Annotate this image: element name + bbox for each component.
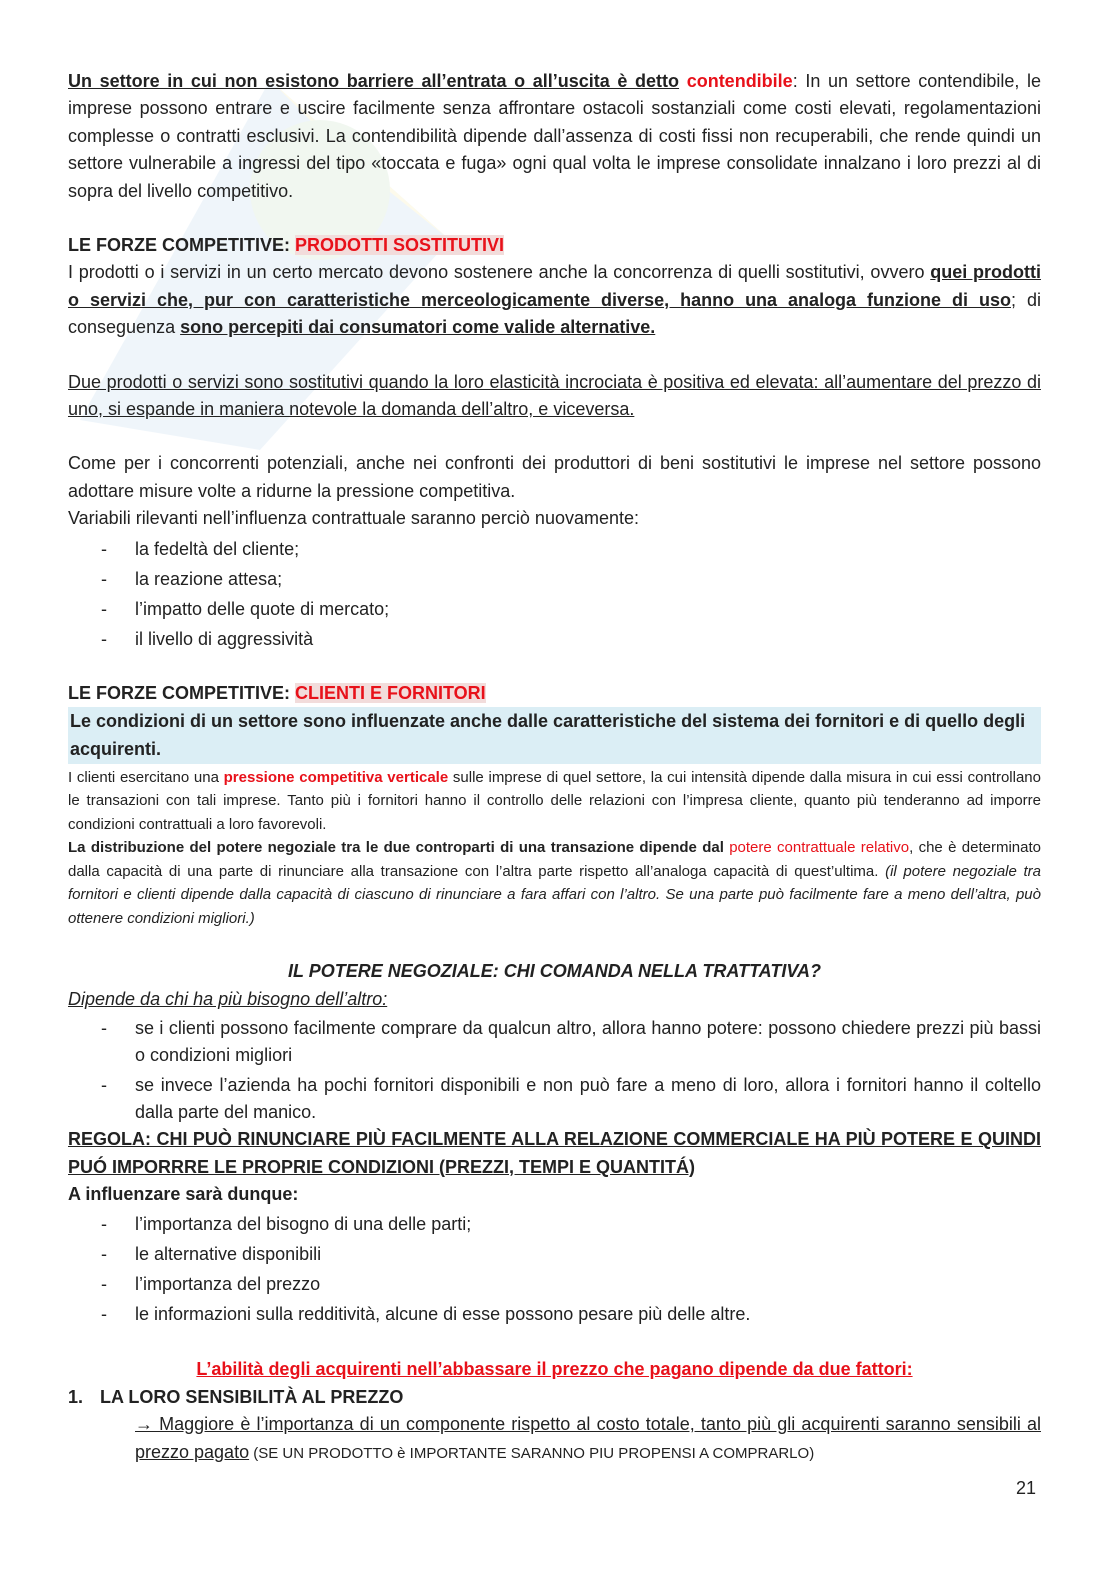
list-item-text: la reazione attesa; <box>135 568 283 589</box>
heading-abilita-acquirenti: L’abilità degli acquirenti nell’abbassare il prezzo che pagano dipende da due fattori: <box>196 1359 913 1380</box>
paragraph-contendibile <box>68 68 1041 205</box>
pressione-text-a: I clienti esercitano una <box>68 768 224 786</box>
list-item-text: le alternative disponibili <box>135 1244 322 1265</box>
list-item-text: l’importanza del prezzo <box>135 1274 321 1295</box>
sensibilita-note: (SE UN PRODOTTO è IMPORTANTE SARANNO PIU PROPENSI A COMPRARLO) <box>249 1444 815 1462</box>
sostitutivi-perceived: sono percepiti dai consumatori come valide alternative. <box>180 317 656 338</box>
potere-term: potere contrattuale relativo <box>729 839 910 857</box>
list-item-text: se i clienti possono facilmente comprare da qualcun altro, allora hanno potere: possono chiedere prezzi più bassi o condizioni migliori <box>135 1018 1041 1066</box>
paragraph-variabili: Variabili rilevanti nell’influenza contrattuale saranno perciò nuovamente: <box>68 508 639 529</box>
contendibile-rest: : In un settore contendibile, le imprese possono entrare e uscire facilmente senza affrontare ostacoli sostanziali come costi elevati, regolamentazioni complesse o contratti esclusivi. La contendibilità dipende dall’assenza di costi fissi non recuperabili, che rende quindi un settore vulnerabile a ingressi del tipo «toccata e fuga» ogni qual volta le imprese consolidate innalzano i loro prezzi al di sopra del livello competitivo. <box>68 71 1041 201</box>
heading-prefix: LE FORZE COMPETITIVE: <box>68 682 296 703</box>
arrow-icon: → <box>135 1414 153 1435</box>
paragraph-dipende: Dipende da chi ha più bisogno dell’altro: <box>68 988 388 1009</box>
pressione-text-c: sulle imprese di quel settore, la cui intensità dipende dalla misura in cui essi controllano le transazioni con tali imprese. Tanto più i fornitori hanno il controllo delle relazioni con l’impresa cliente, quanto più tenderanno ad imporre condizioni contrattuali a loro favorevoli. <box>68 768 1041 833</box>
numbered-item-sensibilita <box>68 1384 1041 1411</box>
list-item: - l’importanza del prezzo <box>101 1274 321 1295</box>
list-item: - la reazione attesa; <box>101 568 283 589</box>
list-variabili <box>68 536 1041 653</box>
sostitutivi-text-a: I prodotti o i servizi in un certo mercato devono sostenere anche la concorrenza di quelli sostitutivi, ovvero <box>68 262 925 283</box>
list-item-text: se invece l’azienda ha pochi fornitori disponibili e non può fare a meno di loro, allora i fornitori hanno il coltello dalla parte del manico. <box>135 1075 1041 1123</box>
list-item: - se i clienti possono facilmente comprare da qualcun altro, allora hanno potere: possono chiedere prezzi più bassi o condizioni migliori <box>101 1018 1041 1066</box>
item-title: LA LORO SENSIBILITÀ AL PREZZO <box>100 1386 404 1407</box>
list-item-text: il livello di aggressività <box>135 628 314 649</box>
item-number: 1. <box>68 1386 84 1407</box>
heading-potere-negoziale: IL POTERE NEGOZIALE: CHI COMANDA NELLA TRATTATIVA? <box>288 961 821 982</box>
list-item: - se invece l’azienda ha pochi fornitori disponibili e non può fare a meno di loro, allora i fornitori hanno il coltello dalla parte del manico. <box>101 1075 1041 1123</box>
paragraph-concorrenti: Come per i concorrenti potenziali, anche nei confronti dei produttori di beni sostitutivi le imprese nel settore possono adottare misure volte a ridurne la pressione competitiva. <box>68 453 1041 501</box>
list-item: - la fedeltà del cliente; <box>101 538 300 559</box>
list-item: - le informazioni sulla redditività, alcune di esse possono pesare più delle altre. <box>101 1304 751 1325</box>
paragraph-condizioni-settore: Le condizioni di un settore sono influenzate anche dalle caratteristiche del sistema dei fornitori e di quello degli acquirenti. <box>68 707 1041 764</box>
paragraph-sostitutivi <box>68 259 1041 341</box>
list-item-text: le informazioni sulla redditività, alcune di esse possono pesare più delle altre. <box>135 1304 751 1325</box>
paragraph-potere-contrattuale <box>68 836 1041 930</box>
list-item: - l’importanza del bisogno di una delle parti; <box>101 1214 472 1235</box>
paragraph-pressione-verticale <box>68 766 1041 837</box>
heading-prefix: LE FORZE COMPETITIVE: <box>68 235 296 256</box>
list-influenzare <box>68 1211 1041 1328</box>
heading-prodotti-sostitutivi <box>68 232 1041 259</box>
contendibile-term: contendibile <box>686 71 793 91</box>
paragraph-influenzare: A influenzare sarà dunque: <box>68 1184 299 1205</box>
list-potere <box>68 1015 1041 1126</box>
heading-clienti-fornitori <box>68 680 1041 707</box>
paragraph-sensibilita <box>68 1411 1041 1467</box>
list-item-text: l’impatto delle quote di mercato; <box>135 598 390 619</box>
heading-highlight: PRODOTTI SOSTITUTIVI <box>295 235 505 256</box>
pressione-term: pressione competitiva verticale <box>223 768 449 786</box>
list-item: - le alternative disponibili <box>101 1244 322 1265</box>
sostitutivi-text-c: ; di conseguenza <box>68 289 1041 338</box>
heading-highlight: CLIENTI E FORNITORI <box>295 682 486 703</box>
sostitutivi-definition: quei prodotti o servizi che, pur con caratteristiche merceologicamente diverse, hanno una analoga funzione di uso <box>68 262 1041 310</box>
list-item: - il livello di aggressività <box>101 628 314 649</box>
potere-text-c: , che è determinato dalla capacità di una parte di rinunciare alla transazione con l’altra parte rispetto all’analoga capacità di quest’ultima. <box>68 839 1041 880</box>
potere-text-a: La distribuzione del potere negoziale tra le due controparti di una transazione dipende dal <box>68 839 730 857</box>
contendibile-lead: Un settore in cui non esistono barriere all’entrata o all’uscita è detto <box>68 71 680 91</box>
list-item: - l’impatto delle quote di mercato; <box>101 598 390 619</box>
sensibilita-text: Maggiore è l’importanza di un componente rispetto al costo totale, tanto più gli acquirenti saranno sensibili al prezzo pagato <box>135 1414 1041 1462</box>
list-item-text: l’importanza del bisogno di una delle parti; <box>135 1214 472 1235</box>
paragraph-regola: REGOLA: CHI PUÒ RINUNCIARE PIÙ FACILMENTE ALLA RELAZIONE COMMERCIALE HA PIÙ POTERE E QUINDI PUÓ IMPORRRE LE PROPRIE CONDIZIONI (PREZZI, TEMPI E QUANTITÁ) <box>68 1129 1041 1177</box>
page-number: 21 <box>1016 1478 1037 1498</box>
potere-note: (il potere negoziale tra fornitori e clienti dipende dalla capacità di ciascuno di rinunciare a fara affari con l’altro. Se una parte può facilmente fare a meno dell’altra, può ottenere condizioni migliori.) <box>68 862 1042 927</box>
paragraph-elasticita: Due prodotti o servizi sono sostitutivi quando la loro elasticità incrociata è positiva ed elevata: all’aumentare del prezzo di uno, si espande in maniera notevole la domanda dell’altro, e viceversa. <box>68 371 1041 420</box>
list-item-text: la fedeltà del cliente; <box>135 538 300 559</box>
